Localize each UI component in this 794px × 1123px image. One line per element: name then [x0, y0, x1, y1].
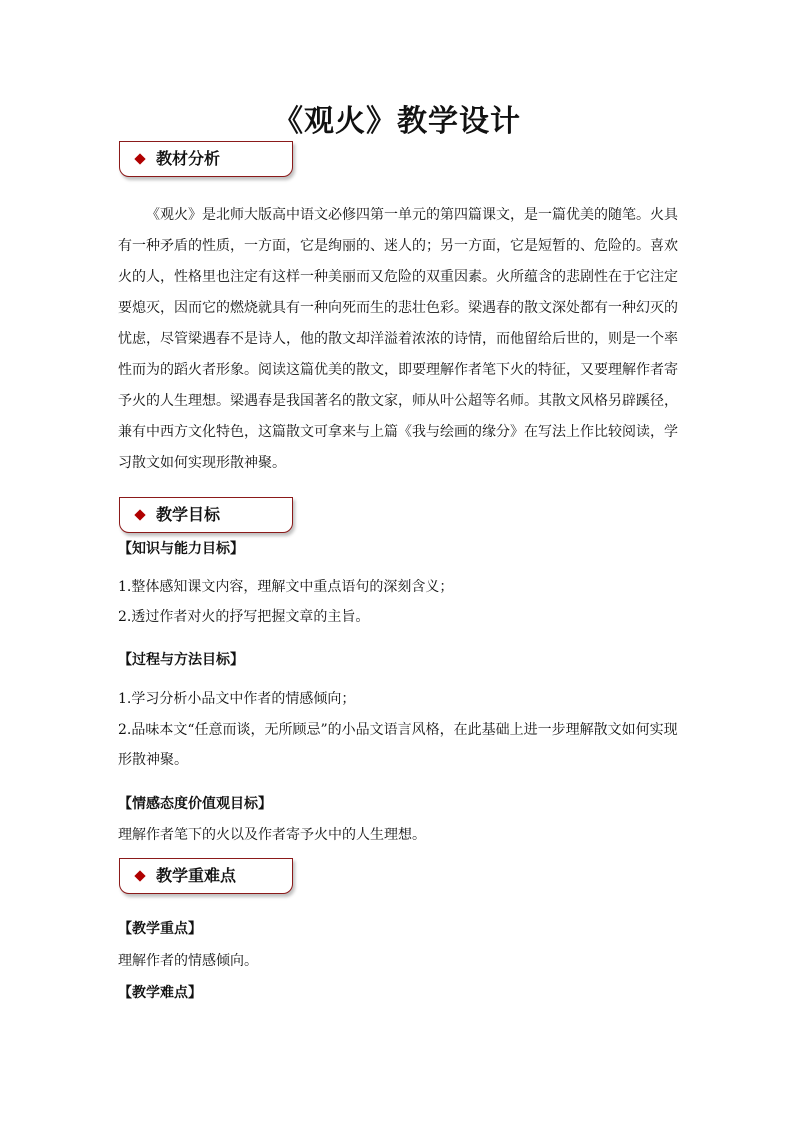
goal-item: 1.整体感知课文内容，理解文中重点语句的深刻含义； [118, 579, 454, 595]
diamond-bullet-icon [134, 509, 145, 520]
goal-item: 1.学习分析小品文中作者的情感倾向； [118, 691, 356, 707]
diamond-bullet-icon [134, 153, 145, 164]
section-label: 教学重难点 [156, 866, 237, 885]
diamond-bullet-icon [134, 870, 145, 881]
section-label: 教学目标 [156, 505, 221, 524]
keypoint-item: 理解作者的情感倾向。 [118, 953, 258, 969]
analysis-paragraph: 《观火》是北师大版高中语文必修四第一单元的第四篇课文，是一篇优美的随笔。火具有一种矛盾的性质，一方面，它是绚丽的、迷人的；另一方面，它是短暂的、危险的。喜欢火的人，性格里也注定有这样一种美丽而又危险的双重因素。火所蕴含的悲剧性在于它注定要熄灭，因而它的燃烧就具有一种向死而生的悲壮色彩。梁遇春的散文深处都有一种幻灭的忧虑，尽管梁遇春不是诗人，他的散文却洋溢着浓浓的诗情，而他留给后世的，则是一个率性而为的蹈火者形象。阅读这篇优美的散文，即要理解作者笔下火的特征，又要理解作者寄予火的人生理想。梁遇春是我国著名的散文家，师从叶公超等名师。其散文风格另辟蹊径，兼有中西方文化特色，这篇散文可拿来与上篇《我与绘画的缘分》在写法上作比较阅读，学习散文如何实现形散神聚。 [118, 207, 678, 471]
goal-item: 理解作者笔下的火以及作者寄予火中的人生理想。 [118, 827, 426, 843]
subheading-key: 【教学重点】 [118, 921, 202, 937]
subheading-attitude: 【情感态度价值观目标】 [118, 796, 272, 812]
subheading-process: 【过程与方法目标】 [118, 652, 244, 668]
page-title: 《观火》教学设计 [273, 104, 521, 139]
section-header-analysis [119, 141, 293, 177]
section-header-goals [119, 497, 293, 533]
goal-item: 2.透过作者对火的抒写把握文章的主旨。 [118, 609, 370, 625]
section-header-keypoints [119, 858, 293, 894]
subheading-knowledge: 【知识与能力目标】 [118, 541, 244, 557]
goal-item: 2.品味本文“任意而谈，无所顾忌”的小品文语言风格，在此基础上进一步理解散文如何实现形散神聚。 [118, 722, 678, 768]
section-label: 教材分析 [156, 149, 221, 168]
subheading-difficulty: 【教学难点】 [118, 985, 202, 1001]
